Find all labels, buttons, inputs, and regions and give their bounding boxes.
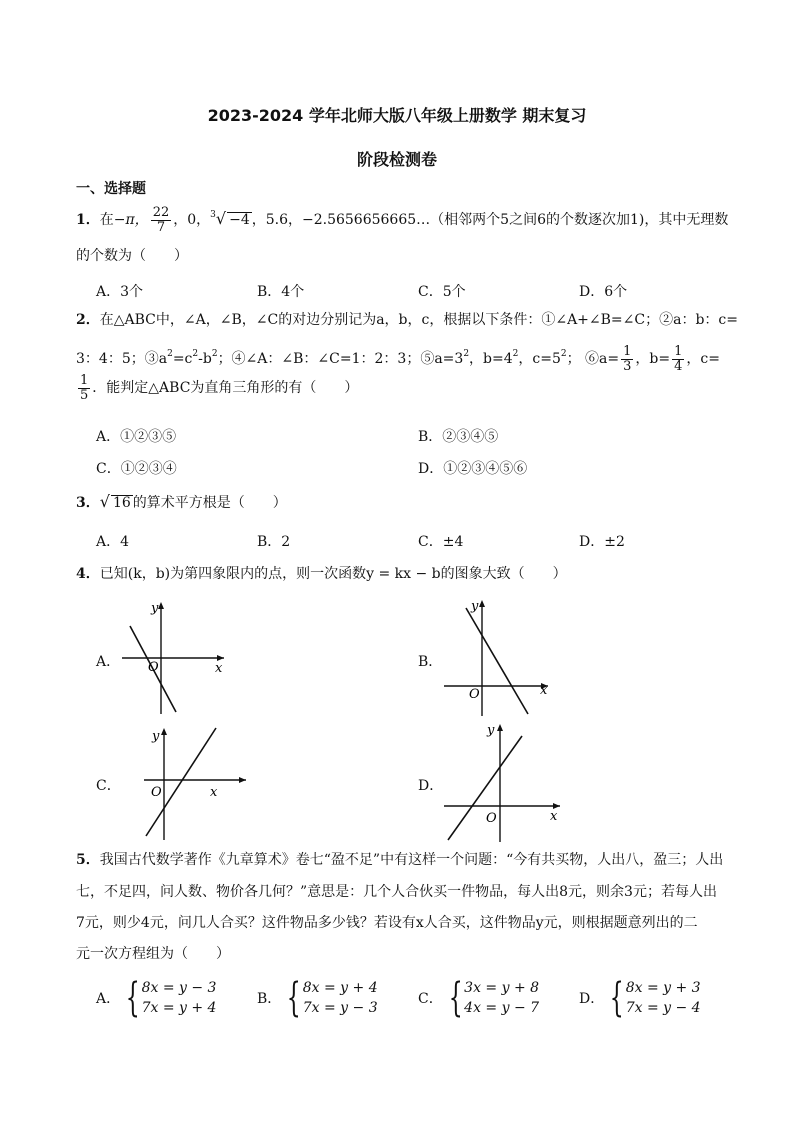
q1-option-d[interactable]: D．6个 <box>579 284 628 300</box>
q5-option-c[interactable]: C． { 3x = y + 8 4x = y − 7 <box>418 975 540 1022</box>
q4c-origin: O <box>151 785 162 800</box>
q2-frac-a-den: 3 <box>623 358 632 374</box>
q5-line1 <box>76 852 723 869</box>
q5-line1-text: 我国古代数学著作《九章算术》卷七“盈不足”中有这样一个问题：“今有共买物，人出八，盈三；人出 <box>99 852 724 868</box>
q2-l2a: 3：4：5；③a <box>76 351 168 368</box>
q1-option-b[interactable]: B．4个 <box>257 284 305 300</box>
q1-pre: 在 <box>99 212 114 229</box>
q1-mid2: ，5.6，−2.5656656665…（相邻两个5之间6的个数逐次加1)，其中无理数 <box>251 212 729 229</box>
q4-graph-b[interactable] <box>440 596 552 718</box>
q2-l2d: ；④∠A：∠B：∠C=1：2：3；⑤a=3 <box>217 351 464 368</box>
q5-option-c-eq1: 3x = y + 8 <box>464 980 540 996</box>
section-heading: 一、选择题 <box>76 181 146 197</box>
q2-line3-text: ．能判定△ABC为直角三角形的有（ ） <box>92 380 359 397</box>
q5-option-d-eq1: 8x = y + 3 <box>625 980 701 996</box>
q1-option-c[interactable]: C．5个 <box>418 284 466 300</box>
q3-line: 3．√ 16 的算术平方根是（ ） <box>76 492 287 511</box>
q2-l2h: ，b= <box>635 351 671 368</box>
q3-option-c[interactable]: C．±4 <box>418 534 464 550</box>
q2-frac-c <box>78 374 90 402</box>
q5-option-b-eq2: 7x = y − 3 <box>302 1000 378 1017</box>
q3-number: 3． <box>76 495 100 511</box>
q4c-x-arrow <box>239 777 246 783</box>
q2-number: 2． <box>76 312 100 328</box>
q4b-y-arrow <box>479 600 485 607</box>
page-subtitle: 阶段检测卷 <box>356 150 437 169</box>
q2-l2c: -b <box>198 351 212 368</box>
q5-option-a[interactable]: A． { 8x = y − 3 7x = y + 4 <box>96 975 217 1022</box>
q5-option-c-label: C． <box>418 991 443 1008</box>
q1-frac-num: 22 <box>152 205 170 220</box>
q2-frac-c-den: 5 <box>80 387 89 403</box>
page-title: 2023-2024 学年北师大版八年级上册数学 期末复习 <box>207 106 587 125</box>
q5-option-b[interactable]: B． { 8x = y + 4 7x = y − 3 <box>257 975 378 1022</box>
q2-frac-a-num: 1 <box>623 344 632 359</box>
q5-option-c-eq2: 4x = y − 7 <box>464 1000 540 1017</box>
q4-option-b-label[interactable]: B． <box>418 654 443 670</box>
q2-option-d[interactable]: D．①②③④⑤⑥ <box>418 461 528 477</box>
q2-exp-a: 2 <box>167 349 173 360</box>
q4c-y-label: y <box>152 729 160 744</box>
q2-option-c[interactable]: C．①②③④ <box>96 461 177 477</box>
q4-graph-a[interactable] <box>118 598 228 716</box>
q5-option-a-label: A． <box>96 991 121 1008</box>
q1-line2: 的个数为（ ） <box>76 248 188 264</box>
q2-l2e: ，b=4 <box>469 351 513 368</box>
q2-l2b: =c <box>172 351 193 368</box>
q4d-y-label: y <box>487 723 495 738</box>
q2-frac-b-den: 4 <box>674 358 683 374</box>
q3-sqrt-body: 16 <box>112 495 131 511</box>
q4c-x-label: x <box>210 785 218 800</box>
q1-line1 <box>76 206 728 234</box>
q4c-y-arrow <box>161 728 167 735</box>
q2-frac-c-num: 1 <box>80 373 89 388</box>
q2-line2 <box>76 345 720 373</box>
q2-frac-a <box>621 345 633 373</box>
q4-text: 已知(k，b)为第四象限内的点，则一次函数y = kx − b的图象大致（ ） <box>99 566 567 582</box>
q5-line3: 7元，则少4元，问几人合买？这件物品多少钱？若设有x人合买，这件物品y元，则根据题意列出的二 <box>76 915 698 931</box>
q2-frac-b-num: 1 <box>674 344 683 359</box>
q2-line1 <box>76 312 738 329</box>
q4d-origin: O <box>486 811 497 826</box>
q2-exp-3: 2 <box>463 349 470 360</box>
q2-line1-text: 在△ABC中，∠A，∠B，∠C的对边分别记为a，b，c，根据以下条件：①∠A+∠B=∠C；②a：b：c= <box>99 312 738 328</box>
q5-option-d-eq2: 7x = y − 4 <box>625 1000 701 1017</box>
q1-number: 1． <box>76 212 100 229</box>
q2-l2f: ，c=5 <box>518 351 561 368</box>
q4-line <box>76 566 567 583</box>
q3-option-d[interactable]: D．±2 <box>579 534 625 550</box>
q4-graph-d[interactable] <box>440 720 564 844</box>
q5-number: 5． <box>76 852 100 868</box>
q2-frac-b <box>672 345 684 373</box>
q2-l2g: ； ⑥a= <box>566 351 620 368</box>
q2-option-b[interactable]: B．②③④⑤ <box>418 429 499 445</box>
q2-exp-4: 2 <box>512 349 519 360</box>
q4-option-c-label[interactable]: C． <box>96 778 121 794</box>
q5-option-b-eq1: 8x = y + 4 <box>302 980 378 996</box>
q3-text: 的算术平方根是（ ） <box>132 495 287 511</box>
q2-exp-c: 2 <box>192 349 199 360</box>
q2-option-a[interactable]: A．①②③⑤ <box>96 429 177 445</box>
q4-graph-c[interactable] <box>140 724 252 842</box>
q3-option-a[interactable]: A．4 <box>96 534 130 550</box>
q5-line2: 七，不足四，问人数、物价各几何？”意思是：几个人合伙买一件物品，每人出8元，则余3元；若每人出 <box>76 884 717 900</box>
q4a-y-label: y <box>151 601 159 616</box>
q4c-line <box>146 728 216 836</box>
q5-option-a-eq1: 8x = y − 3 <box>141 980 217 996</box>
q5-line4: 元一次方程组为（ ） <box>76 946 230 962</box>
q2-exp-b: 2 <box>211 349 218 360</box>
q1-cbrt-body: −4 <box>229 212 250 229</box>
q4d-y-arrow <box>497 724 503 731</box>
q4a-x-label: x <box>215 661 223 676</box>
q4-option-d-label[interactable]: D． <box>418 778 444 794</box>
q4-option-a-label[interactable]: A． <box>96 654 121 670</box>
q1-pi: −π， <box>113 212 149 229</box>
q3-option-b[interactable]: B．2 <box>257 534 291 550</box>
q1-cbrt-index: 3 <box>210 210 216 221</box>
q1-mid1: ，0， <box>173 212 211 229</box>
q1-frac-den: 7 <box>156 219 166 235</box>
q5-option-a-eq2: 7x = y + 4 <box>141 1000 217 1017</box>
q2-l2i: ，c= <box>686 351 720 368</box>
q2-exp-5: 2 <box>560 349 567 360</box>
q4d-line <box>448 736 522 840</box>
q5-option-d[interactable]: D． { 8x = y + 3 7x = y − 4 <box>579 975 701 1022</box>
q1-cube-root: $^3$√ −4 <box>210 209 250 229</box>
q4d-x-label: x <box>550 809 558 824</box>
q1-option-a[interactable]: A．3个 <box>96 284 144 300</box>
q4-number: 4． <box>76 566 100 582</box>
q4a-y-arrow <box>158 602 164 609</box>
q4b-x-label: x <box>540 683 548 698</box>
q5-option-b-label: B． <box>257 991 282 1008</box>
q1-fraction <box>151 206 172 234</box>
q4b-origin: O <box>469 687 480 702</box>
q5-option-d-label: D． <box>579 991 605 1008</box>
q4b-y-label: y <box>471 599 479 614</box>
q4a-origin: O <box>148 660 159 675</box>
q2-line3 <box>76 374 358 402</box>
